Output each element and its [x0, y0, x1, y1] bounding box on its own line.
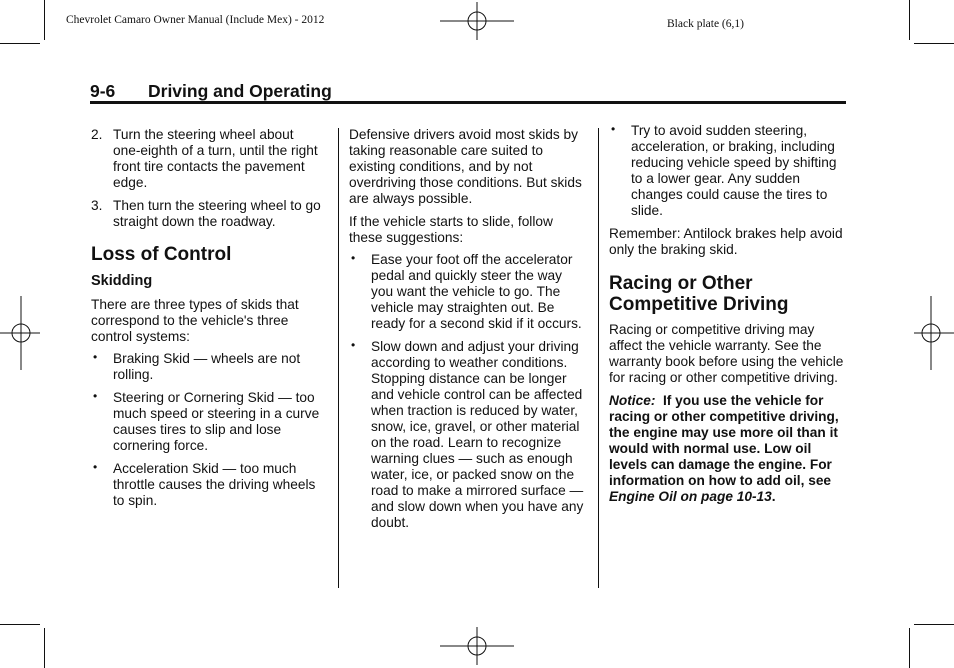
heading-racing-line-1: Racing or Other — [609, 273, 753, 294]
column-1 — [91, 127, 323, 509]
step-text: Turn the steering wheel about one-eighth of a turn, until the right front tire contacts the pavement edge. — [113, 127, 318, 190]
list-item — [91, 351, 323, 383]
subheading-skidding: Skidding — [91, 273, 153, 289]
step-text: Then turn the steering wheel to go straight down the roadway. — [113, 198, 321, 229]
crop-mark-tl-h — [0, 43, 40, 44]
list-item-text: Try to avoid sudden steering, acceleration, or braking, including reducing vehicle speed by shifting to a lower gear. Any sudden changes could cause the tires to slide. — [631, 123, 837, 218]
bullet-glyph: • — [93, 389, 98, 403]
bullet-glyph: • — [351, 251, 356, 265]
list-item — [349, 252, 585, 332]
list-item-text: Acceleration Skid — too much throttle causes the driving wheels to spin. — [113, 461, 316, 508]
crop-mark-bl-h — [0, 624, 40, 625]
list-item — [91, 461, 323, 509]
registration-mark-right — [914, 296, 954, 370]
defensive-drivers-paragraph: Defensive drivers avoid most skids by taking reasonable care suited to existing conditions, and by not overdriving those conditions. But skids are always possible. — [349, 127, 582, 206]
registration-mark-top — [440, 2, 514, 40]
column-3 — [609, 123, 847, 505]
bullet-glyph: • — [93, 350, 98, 364]
list-item — [91, 390, 323, 454]
page-number: 9-6 — [90, 81, 116, 101]
heading-loss-of-control: Loss of Control — [91, 244, 232, 265]
column-divider-2 — [598, 128, 599, 588]
list-item-text: Braking Skid — wheels are not rolling. — [113, 351, 301, 382]
manual-title: Chevrolet Camaro Owner Manual (Include Mex) - 2012 — [66, 14, 325, 26]
section-rule — [90, 101, 846, 104]
crop-mark-br-h — [914, 624, 954, 625]
section-title: Driving and Operating — [148, 81, 332, 101]
heading-racing — [609, 273, 847, 315]
registration-mark-bottom — [440, 627, 514, 665]
column-divider-1 — [338, 128, 339, 588]
crop-mark-bl-v — [44, 628, 45, 668]
step-number: 3. — [91, 198, 103, 213]
list-item-text: Steering or Cornering Skid — too much speed or steering in a curve causes tires to slip and lose cornering force. — [113, 390, 320, 453]
list-item — [609, 123, 847, 219]
notice-paragraph — [609, 393, 847, 505]
crop-mark-tr-h — [914, 43, 954, 44]
bullet-glyph: • — [93, 460, 98, 474]
bullet-glyph: • — [611, 122, 616, 136]
notice-text: If you use the vehicle for racing or other competitive driving, the engine may use more oil than it would with normal use. Low oil levels can damage the engine. For information on how to add oil, see — [609, 393, 839, 488]
remember-note: Remember: Antilock brakes help avoid only the braking skid. — [609, 226, 843, 257]
bullet-glyph: • — [351, 338, 356, 352]
slide-intro-paragraph: If the vehicle starts to slide, follow these suggestions: — [349, 214, 553, 245]
crop-mark-tr-v — [909, 0, 910, 40]
crop-mark-br-v — [909, 628, 910, 668]
notice-end: . — [771, 489, 776, 504]
column-2 — [349, 127, 585, 531]
heading-racing-line-2: Competitive Driving — [609, 294, 789, 315]
list-item — [349, 339, 585, 531]
list-item-text: Slow down and adjust your driving according to weather conditions. Stopping distance can be longer and vehicle control can be affected when traction is reduced by water, snow, ice, gravel, or other material on the road. Learn to recognize warning clues — such as enough water, ice, or packed snow on the road to make a mirrored surface — and slow down when you have any doubt. — [371, 339, 584, 530]
step-2 — [91, 127, 323, 191]
step-number: 2. — [91, 127, 103, 142]
notice-label: Notice: — [609, 393, 656, 408]
racing-paragraph: Racing or competitive driving may affect the vehicle warranty. See the warranty book before using the vehicle for racing or other competitive driving. — [609, 322, 844, 385]
plate-label: Black plate (6,1) — [667, 18, 744, 30]
registration-mark-left — [0, 296, 40, 370]
list-item-text: Ease your foot off the accelerator pedal and quickly steer the way you want the vehicle to go. The vehicle may straighten out. Be ready for a second skid if it occurs. — [371, 252, 582, 331]
step-3 — [91, 198, 323, 230]
skidding-intro: There are three types of skids that correspond to the vehicle's three control systems: — [91, 297, 299, 344]
crop-mark-tl-v — [44, 0, 45, 40]
engine-oil-reference-link[interactable]: Engine Oil on page 10-13 — [609, 489, 772, 504]
